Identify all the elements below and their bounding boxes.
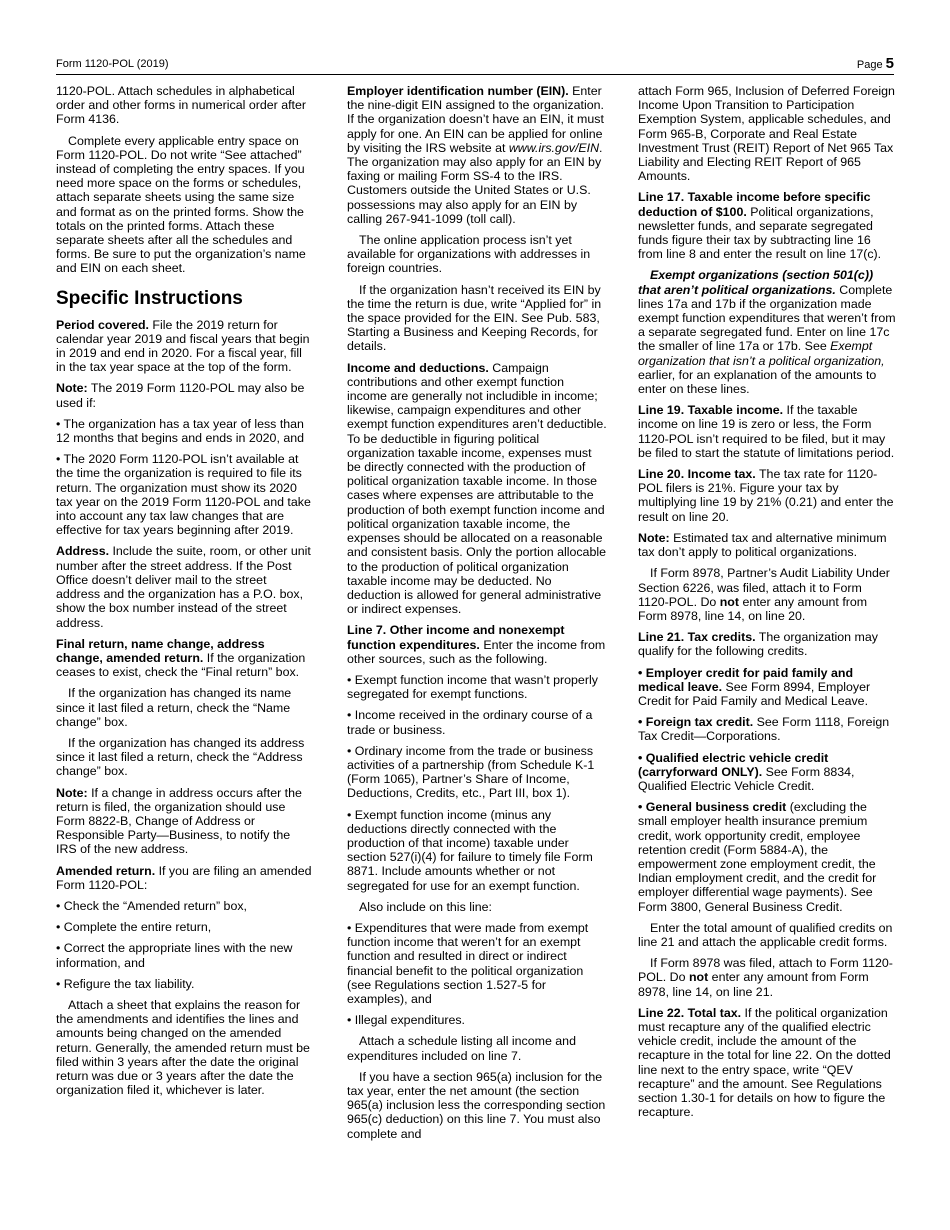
paragraph: Attach a sheet that explains the reason for the amendments and identifies the lines and amounts being changed on the amended return. Generally, the amended return must be filed within 3 years after the date the original return was due or 3 years after the date the organization filed it, whichever is later.	[56, 997, 310, 1098]
paragraph: Line 19. Taxable income. If the taxable income on line 19 is zero or less, the Form 1120-POL isn’t required to be filed, but it may be filed to start the statute of limitations period.	[638, 403, 895, 460]
paragraph: If you have a section 965(a) inclusion for the tax year, enter the net amount (the section 965(a) inclusion less the corresponding section 965(c) deduction) on this line 7. You must also complete and	[347, 1069, 606, 1141]
paragraph: Line 7. Other income and nonexempt function expenditures. Enter the income from other sources, such as the following.	[347, 623, 606, 666]
column-1	[56, 84, 314, 1104]
bullet-item: • Foreign tax credit. See Form 1118, Foreign Tax Credit—Corporations.	[638, 715, 890, 744]
paragraph: Period covered. File the 2019 return for calendar year 2019 and fiscal years that begin in 2019 and end in 2020. For a fiscal year, fill in the tax year space at the top of the form.	[56, 317, 310, 375]
irs-ein-link[interactable]: www.irs.gov/EIN	[508, 140, 600, 155]
paragraph: Enter the total amount of qualified credits on line 21 and attach the applicable credit forms.	[638, 920, 893, 949]
bullet-item: • Correct the appropriate lines with the new information, and	[56, 941, 293, 970]
page-number: 5	[885, 55, 894, 72]
bullet-item: • The 2020 Form 1120-POL isn’t available at the time the organization is required to file its return. The organization must show its 2020 tax year on the 2019 Form 1120-POL and take into account any tax law changes that are effective for tax years beginning after 2019.	[56, 452, 311, 538]
bullet-item: • Exempt function income (minus any deductions directly connected with the production of that income) taxable under section 527(i)(4) for failure to timely file Form 8871. Include amounts whether or not segregated for use for an exempt function.	[347, 807, 593, 893]
column-3	[638, 84, 896, 1126]
form-name: Form 1120-POL (2019)	[56, 58, 169, 70]
page-number-label: Page 5	[856, 55, 894, 72]
paragraph: Line 17. Taxable income before specific deduction of $100. Political organizations, newsletter funds, and separate segregated funds figure their tax by subtracting line 16 from line 8 and enter the result on line 17(c).	[638, 190, 882, 262]
bullet-item: • Ordinary income from the trade or business activities of a partnership (from Schedule K-1 (Form 1065), Partner’s Share of Income, Deductions, Credits, etc., Part III, box 1).	[347, 743, 595, 801]
bullet-item: • Exempt function income that wasn’t properly segregated for exempt functions.	[347, 672, 598, 702]
paragraph: Line 22. Total tax. If the political organization must recapture any of the qualified electric vehicle credit, include the amount of the recapture in the total for line 22. On the dotted line next to the entry space, write “QEV recapture” and the amount. See Regulations section 1.30-1 for details on how to figure the recapture.	[638, 1005, 891, 1120]
column-2	[347, 84, 607, 1148]
bullet-item: • General business credit (excluding the small employer health insurance premium credit, work opportunity credit, employee retention credit (Form 5884-A), the empowerment zone employment credit, the Indian employment credit, and the credit for employer differential wage payments). See Form 3800, General Business Credit.	[638, 800, 877, 914]
section-title: Specific Instructions	[56, 287, 243, 309]
paragraph: Final return, name change, address change, amended return. If the organization ceases to exist, check the “Final return” box.	[56, 636, 306, 680]
bullet-item: • Expenditures that were made from exempt function income that weren’t for an exempt function and resulted in direct or indirect financial benefit to the political organization (see Regulations section 1.527-5 for examples), and	[347, 920, 589, 1006]
paragraph: If the organization has changed its name since it last filed a return, check the “Name change” box.	[56, 686, 292, 729]
paragraph: If Form 8978, Partner’s Audit Liability Under Section 6226, was filed, attach it to Form 1120-POL. Do not enter any amount from Form 8978, line 14, on line 20.	[638, 566, 890, 623]
paragraph: Note: Estimated tax and alternative minimum tax don’t apply to political organizations.	[638, 530, 887, 560]
paragraph: Employer identification number (EIN). Enter the nine-digit EIN assigned to the organization. If the organization doesn’t have an EIN, it must apply for one. An EIN can be applied for online by visiting the IRS website at www.irs.gov/EIN. The organization may also apply for an EIN by faxing or mailing Form SS-4 to the IRS. Customers outside the United States or U.S. possessions may also apply for an EIN by calling 267-941-1099 (toll call).	[347, 84, 604, 226]
bullet-item: • Employer credit for paid family and medical leave. See Form 8994, Employer Credit for Paid Family and Medical Leave.	[638, 665, 871, 708]
paragraph: Address. Include the suite, room, or other unit number after the street address. If the Post Office doesn’t deliver mail to the street address and the organization has a P.O. box, show the box number instead of the street address.	[56, 544, 311, 630]
bullet-item: • Check the “Amended return” box,	[56, 898, 247, 913]
bullet-item: • The organization has a tax year of less than 12 months that begins and ends in 2020, and	[56, 416, 305, 446]
paragraph: If Form 8978 was filed, attach to Form 1120-POL. Do not enter any amount from Form 8978, line 14, on line 21.	[638, 956, 893, 999]
bullet-item: • Illegal expenditures.	[347, 1013, 465, 1028]
paragraph: If the organization has changed its address since it last filed a return, check the “Address change” box.	[56, 735, 305, 779]
paragraph: Line 21. Tax credits. The organization may qualify for the following credits.	[638, 630, 878, 659]
paragraph: Note: The 2019 Form 1120-POL may also be used if:	[56, 381, 305, 410]
paragraph: Note: If a change in address occurs after the return is filed, the organization should use Form 8822-B, Change of Address or Responsible Party—Business, to notify the IRS of the new address.	[56, 785, 302, 857]
paragraph: Attach a schedule listing all income and expenditures included on line 7.	[347, 1034, 576, 1063]
paragraph: attach Form 965, Inclusion of Deferred Foreign Income Upon Transition to Participation Exemption System, applicable schedules, and Form 965-B, Corporate and Real Estate Investment Trust (REIT) Report of Net 965 Tax Liability and Electing REIT Report of 965 Amounts.	[638, 84, 895, 184]
paragraph: Also include on this line:	[359, 899, 492, 914]
paragraph: Complete every applicable entry space on Form 1120-POL. Do not write “See attached” instead of completing the entry spaces. If you need more space on the forms or schedules, attach separate sheets using the same size and format as on the printed forms. Show the totals on the printed forms. Attach these separate sheets after all the schedules and forms. Be sure to put the organization’s name and EIN on each sheet.	[56, 133, 306, 276]
paragraph: Income and deductions. Campaign contributions and other exempt function income are generally not includible in income; likewise, campaign expenditures and other exempt function expenditures aren’t deductible. To be deductible in figuring political organization taxable income, expenses must be directly connected with the production of political organization taxable income. In those cases where expenses are attributable to the production of both exempt function income and political organization taxable income, the expenses should be allocated on a reasonable and consistent basis. Only the portion allocable to the production of political organization taxable income may be deducted. No deduction is allowed for general administrative or indirect expenses.	[347, 360, 607, 617]
page-header	[56, 54, 894, 74]
paragraph: 1120-POL. Attach schedules in alphabetical order and other forms in numerical order after Form 4136.	[56, 84, 306, 127]
paragraph: The online application process isn’t yet available for organizations with addresses in foreign countries.	[347, 233, 591, 276]
paragraph: Line 20. Income tax. The tax rate for 1120-POL filers is 21%. Figure your tax by multiplying line 19 by 21% (0.21) and enter the result on line 20.	[638, 467, 894, 524]
paragraph: If the organization hasn’t received its EIN by the time the return is due, write “Applied for” in the space provided for the EIN. See Pub. 583, Starting a Business and Keeping Records, for details.	[347, 282, 602, 354]
header-rule	[56, 74, 894, 75]
bullet-item: • Income received in the ordinary course of a trade or business.	[347, 708, 593, 737]
bullet-item: • Refigure the tax liability.	[56, 976, 195, 991]
bullet-item: • Complete the entire return,	[56, 920, 212, 935]
paragraph: Exempt organizations (section 501(c)) that aren’t political organizations. Complete lines 17a and 17b if the organization made exempt function expenditures that weren’t from a separate segregated fund. Enter on line 17c the smaller of line 17a or 17b. See Exempt organization that isn’t a political organization, earlier, for an explanation of the amounts to enter on these lines.	[638, 268, 896, 397]
bullet-item: • Qualified electric vehicle credit (carryforward ONLY). See Form 8834, Qualified Electric Vehicle Credit.	[638, 750, 855, 793]
paragraph: Amended return. If you are filing an amended Form 1120-POL:	[56, 863, 312, 892]
